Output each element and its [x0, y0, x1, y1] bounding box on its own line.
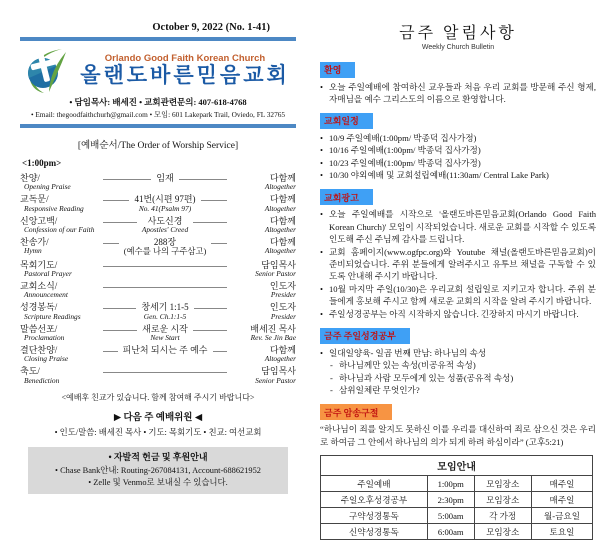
- worship-leader-en: Altogether: [264, 246, 297, 256]
- worship-leader-ko: 다함께: [269, 237, 297, 248]
- connector-line: [103, 366, 227, 373]
- announcement-sections: [320, 60, 596, 448]
- section-item-text: 삼위일체란 무엇인가?: [339, 385, 420, 396]
- section-item-text: 오늘 주일예배를 시작으로 '올랜도바른믿음교회(Orlando Good Faith Korean Church)' 모임이 시작되었습니다. 새로운 교회를 시작할 수 있도록 인도해 주신 주님께 감사를 드립니다.: [329, 209, 596, 245]
- section-item: [330, 359, 596, 371]
- worship-content-line1: 창세기 1:1-5: [141, 302, 189, 313]
- worship-item-label: [20, 216, 100, 235]
- worship-leader-en: Altogether: [264, 182, 297, 192]
- bullet-icon: •: [320, 170, 324, 181]
- section-item-text: 10/16 주일예배(1:00pm/ 박종덕 집사가정): [329, 145, 481, 156]
- section-item-text: 10/23 주일예배(1:00pm/ 박종덕 집사가정): [329, 157, 481, 168]
- worship-row: [20, 345, 296, 364]
- worship-leader-en: Altogether: [264, 354, 296, 364]
- worship-item-label: [20, 281, 100, 300]
- worship-item-content: [140, 216, 190, 235]
- section-bible-study: [320, 326, 596, 396]
- fellowship-note: <예배후 친교가 있습니다. 함께 참여해 주시기 바랍니다>: [61, 393, 255, 403]
- meeting-table-title-row: [321, 456, 593, 476]
- worship-leader-ko: 다함께: [269, 215, 297, 226]
- worship-item-label: [20, 237, 100, 257]
- section-item-text: 오늘 주일예배에 참여하신 교우들과 처음 우리 교회를 방문해 주신 형제, 자매님을 예수 그리스도의 이름으로 환영합니다.: [329, 81, 596, 104]
- donation-title: • 자발적 헌금 및 후원안내: [108, 452, 208, 463]
- meeting-table-cell: 월-금요일: [531, 508, 592, 524]
- meeting-table-cell: 1:00pm: [427, 476, 474, 492]
- worship-leader-en: Senior Pastor: [255, 268, 296, 278]
- worship-item-label-ko: 찬송가/: [20, 237, 49, 248]
- worship-row: [20, 216, 296, 235]
- meeting-table-title: 모임안내: [321, 456, 593, 476]
- worship-item-label-en: Closing Praise: [24, 354, 69, 364]
- worship-leader-en: Altogether: [264, 225, 297, 235]
- worship-item-leader: [230, 173, 296, 192]
- worship-content-line1: 피난처 되시는 주 예수: [122, 345, 208, 356]
- worship-content-line1: 41번(시편 97편): [134, 194, 196, 205]
- next-week-title: ▶ 다음 주 예배위원 ◀: [113, 413, 203, 424]
- divider-bar-top: [20, 37, 296, 41]
- masthead: [22, 46, 296, 94]
- section-item: [320, 246, 596, 283]
- bullet-icon: •: [320, 347, 324, 358]
- section-memory-verse: [320, 403, 596, 448]
- section-header: 교회일정: [320, 113, 373, 129]
- bulletin-title: 금주 알림사항: [399, 25, 517, 42]
- section-item: [320, 283, 596, 308]
- section-welcome: [320, 60, 596, 105]
- worship-leader-ko: 다함께: [269, 173, 297, 183]
- worship-row: [20, 281, 296, 300]
- section-item: [330, 372, 596, 384]
- worship-item-label-en: Pastoral Prayer: [24, 268, 72, 278]
- worship-item-content: [121, 345, 210, 364]
- worship-item-leader: [230, 216, 296, 235]
- worship-item-leader: [230, 324, 296, 343]
- bullet-icon: -: [330, 372, 333, 383]
- connector-line: [103, 302, 136, 309]
- worship-item-content: [139, 302, 190, 321]
- worship-item-leader: [230, 237, 296, 257]
- section-header: 환영: [320, 62, 355, 78]
- worship-leader-ko: 다함께: [269, 194, 296, 205]
- section-item-text: 하나님께만 있는 속성(비공유적 속성): [339, 360, 476, 371]
- section-item: [320, 308, 596, 320]
- worship-leader-ko: 인도자: [269, 302, 296, 313]
- worship-order-list: [20, 173, 296, 385]
- worship-row: [20, 366, 296, 385]
- meeting-table-cell: 각 가정: [474, 508, 531, 524]
- worship-item-label-en: Proclamation: [24, 333, 65, 342]
- worship-order-title: [예배순서/The Order of Worship Service]: [77, 141, 239, 151]
- section-item: [320, 81, 596, 106]
- connector-line: [103, 281, 227, 288]
- bullet-icon: •: [320, 283, 324, 294]
- section-item-text: 10/9 주일예배(1:00pm/ 박종덕 집사가정): [329, 132, 477, 143]
- section-item-text: 교회 홈페이지(www.ogfpc.org)와 Youtube 채널(올랜도바른믿음교회)이 준비되었습니다. 주위 분들에게 알려주시고 유투브 채널을 구독할 수 있도록 안내해 주시기 바랍니다.: [329, 246, 596, 282]
- connector-line: [103, 173, 151, 180]
- left-page: [20, 8, 296, 540]
- meeting-table-cell: 모임장소: [474, 524, 531, 540]
- connector-line: [103, 237, 119, 244]
- connector-line: [213, 345, 228, 352]
- email-address-line: • Email: thegoodfaithchurh@gmail.com • 모임: 601 Lakepark Trail, Oviedo, FL 32765: [30, 110, 286, 119]
- worship-item-content: [122, 237, 209, 257]
- worship-leader-ko: 담임목사: [261, 259, 296, 270]
- meeting-table-cell: 주일오후성경공부: [321, 492, 428, 508]
- worship-item-label-en: Scripture Readings: [24, 311, 81, 321]
- meeting-table-row: [321, 492, 593, 508]
- meeting-table-cell: 매주일: [531, 492, 592, 508]
- worship-leader-ko: 다함께: [269, 345, 296, 356]
- section-item-text: 일대일양육- 일곱 번째 만남: 하나님의 속성: [329, 347, 487, 358]
- bullet-icon: •: [320, 246, 324, 257]
- worship-item-content: [132, 194, 197, 213]
- donation-bank-line: • Chase Bank안내: Routing-267084131, Account-688621952: [55, 465, 261, 475]
- section-item: [320, 144, 596, 156]
- meeting-table-cell: 매주일: [531, 476, 592, 492]
- right-page: [320, 8, 596, 540]
- worship-content-line1: 임재: [156, 173, 174, 183]
- section-item: [320, 132, 596, 144]
- bullet-icon: -: [330, 360, 333, 371]
- worship-row: [20, 173, 296, 192]
- worship-item-label-ko: 성경봉독/: [20, 302, 58, 313]
- section-schedule: [320, 111, 596, 181]
- section-announcements: [320, 188, 596, 321]
- connector-line: [103, 324, 137, 331]
- worship-item-label: [20, 173, 100, 192]
- worship-content-line2: Apostles' Creed: [141, 225, 189, 235]
- section-item: [320, 169, 596, 181]
- worship-content-line1: 사도신경: [147, 215, 183, 226]
- worship-item-label-en: Benediction: [24, 375, 60, 385]
- divider-bar-bottom: [20, 124, 296, 128]
- worship-row: [20, 237, 296, 257]
- worship-item-leader: [230, 260, 296, 279]
- worship-leader-en: Presider: [270, 311, 296, 321]
- masthead-text: [74, 53, 296, 87]
- connector-line: [103, 216, 137, 223]
- worship-item-label-ko: 축도/: [20, 366, 40, 377]
- worship-row: [20, 260, 296, 279]
- section-item-text: 10월 마지막 주일(10/30)은 우리교회 설립일로 지키고자 합니다. 주위 분들에게 홍보해 주시고 함께 새로운 교회의 시작을 알려 주시기 바랍니다.: [329, 283, 596, 307]
- meeting-table-cell: 5:00am: [427, 508, 474, 524]
- worship-item-label-en: Opening Praise: [24, 182, 71, 192]
- worship-row: [20, 194, 296, 213]
- section-item-text: 하나님과 사람 모두에게 있는 성품(공유적 속성): [339, 372, 514, 383]
- worship-leader-en: Senior Pastor: [255, 375, 296, 385]
- worship-content-line2: (예수를 나의 구주삼고): [123, 247, 207, 257]
- worship-item-label-ko: 신앙고백/: [20, 215, 58, 226]
- worship-item-label-ko: 목회기도/: [20, 259, 58, 270]
- meeting-table-cell: 토요일: [531, 524, 592, 540]
- donation-info-box: [28, 447, 288, 494]
- worship-item-label: [20, 366, 100, 385]
- church-logo-icon: [22, 46, 70, 94]
- worship-leader-en: Altogether: [264, 203, 296, 213]
- worship-row: [20, 302, 296, 321]
- section-header: 금주 암송구절: [320, 404, 392, 420]
- worship-leader-ko: 배세진 목사: [250, 323, 297, 334]
- meeting-table-cell: 신약성경통독: [321, 524, 428, 540]
- connector-line: [193, 324, 227, 331]
- connector-line: [194, 302, 227, 309]
- bullet-icon: •: [320, 308, 324, 319]
- section-item: [320, 208, 596, 245]
- worship-leader-en: Presider: [270, 290, 296, 300]
- connector-line: [201, 194, 227, 201]
- section-item: [320, 157, 596, 169]
- bulletin-subtitle: Weekly Church Bulletin: [421, 44, 495, 51]
- pastor-contact-line: • 담임목사: 배세진 • 교회관련문의: 407-618-4768: [69, 97, 247, 107]
- connector-line: [179, 173, 227, 180]
- worship-item-label: [20, 345, 100, 364]
- worship-leader-ko: 담임목사: [261, 366, 296, 377]
- worship-item-label: [20, 194, 100, 213]
- meeting-table-cell: 모임장소: [474, 476, 531, 492]
- bullet-icon: •: [320, 209, 324, 220]
- worship-item-label-ko: 교회소식/: [20, 280, 58, 291]
- bullet-icon: •: [320, 132, 324, 143]
- church-name-en: Orlando Good Faith Korean Church: [104, 52, 266, 64]
- worship-item-leader: [230, 366, 296, 385]
- meeting-table-row: [321, 476, 593, 492]
- worship-item-content: [140, 324, 190, 343]
- section-item: [320, 423, 596, 448]
- worship-item-label-en: Hymn: [24, 246, 42, 256]
- section-header: 교회광고: [320, 189, 373, 205]
- worship-item-label-ko: 교독문/: [20, 194, 49, 205]
- section-header: 금주 주일성경공부: [320, 328, 410, 344]
- worship-content-line2: New Start: [150, 333, 180, 342]
- worship-item-label-ko: 찬양/: [20, 173, 40, 183]
- meeting-table-cell: 6:00am: [427, 524, 474, 540]
- worship-item-label-en: Announcement: [24, 290, 68, 300]
- section-item: [320, 347, 596, 359]
- worship-content-line1: 새로운 시작: [142, 323, 188, 334]
- worship-item-leader: [230, 345, 296, 364]
- connector-line: [103, 194, 129, 201]
- section-item-text: “하나님이 죄를 알지도 못하신 이를 우리를 대신하여 죄로 삼으신 것은 우리로 하여금 그 안에서 하나님의 의가 되게 하려 하심이라” (고후5:21): [320, 424, 596, 447]
- connector-line: [211, 237, 227, 244]
- worship-item-label-ko: 말씀선포/: [20, 323, 58, 334]
- worship-item-label-en: Confession of our Faith: [24, 225, 95, 235]
- donation-apps-line: • Zelle 및 Venmo로 보내실 수 있습니다.: [88, 478, 228, 488]
- worship-item-leader: [230, 194, 296, 213]
- worship-content-line2: Gen. Ch.1:1-5: [143, 311, 187, 321]
- section-item-text: 10/30 야외예배 및 교회설립예배(11:30am/ Central Lake Park): [329, 170, 549, 181]
- meeting-table-row: [321, 508, 593, 524]
- worship-item-label-ko: 결단찬양/: [20, 345, 58, 356]
- connector-line: [103, 345, 118, 352]
- worship-item-label: [20, 260, 100, 279]
- meeting-table-cell: 구약성경통독: [321, 508, 428, 524]
- worship-row: [20, 324, 296, 343]
- worship-item-label-en: Responsive Reading: [24, 203, 84, 213]
- connector-line: [103, 260, 227, 267]
- worship-item-leader: [230, 302, 296, 321]
- date-line: October 9, 2022 (No. 1-41): [152, 22, 270, 33]
- bullet-icon: -: [330, 385, 333, 396]
- worship-content-line2: No. 41(Psalm 97): [138, 203, 192, 213]
- meeting-table-cell: 주일예배: [321, 476, 428, 492]
- section-item: [330, 384, 596, 396]
- church-name-ko: 올랜도바른믿음교회: [80, 62, 290, 87]
- worship-item-label: [20, 324, 100, 343]
- worship-content-line1: 288장: [153, 237, 177, 248]
- meeting-table: [320, 455, 593, 540]
- next-week-assignments: • 인도/말씀: 배세진 목사 • 기도: 목회기도 • 친교: 여선교회: [54, 428, 262, 438]
- section-item-text: 주일성경공부는 아직 시작하지 않습니다. 긴장하지 마시기 바랍니다.: [329, 308, 579, 319]
- service-time-label: <1:00pm>: [22, 158, 62, 168]
- worship-leader-ko: 인도자: [269, 280, 296, 291]
- worship-item-leader: [230, 281, 296, 300]
- worship-leader-en: Rev. Se Jin Bae: [250, 333, 297, 342]
- bullet-icon: •: [320, 157, 324, 168]
- bullet-icon: •: [320, 145, 324, 156]
- connector-line: [193, 216, 227, 223]
- meeting-table-cell: 모임장소: [474, 492, 531, 508]
- meeting-table-row: [321, 524, 593, 540]
- worship-item-label: [20, 302, 100, 321]
- meeting-table-cell: 2:30pm: [427, 492, 474, 508]
- bullet-icon: •: [320, 81, 324, 92]
- worship-item-content: [154, 173, 175, 192]
